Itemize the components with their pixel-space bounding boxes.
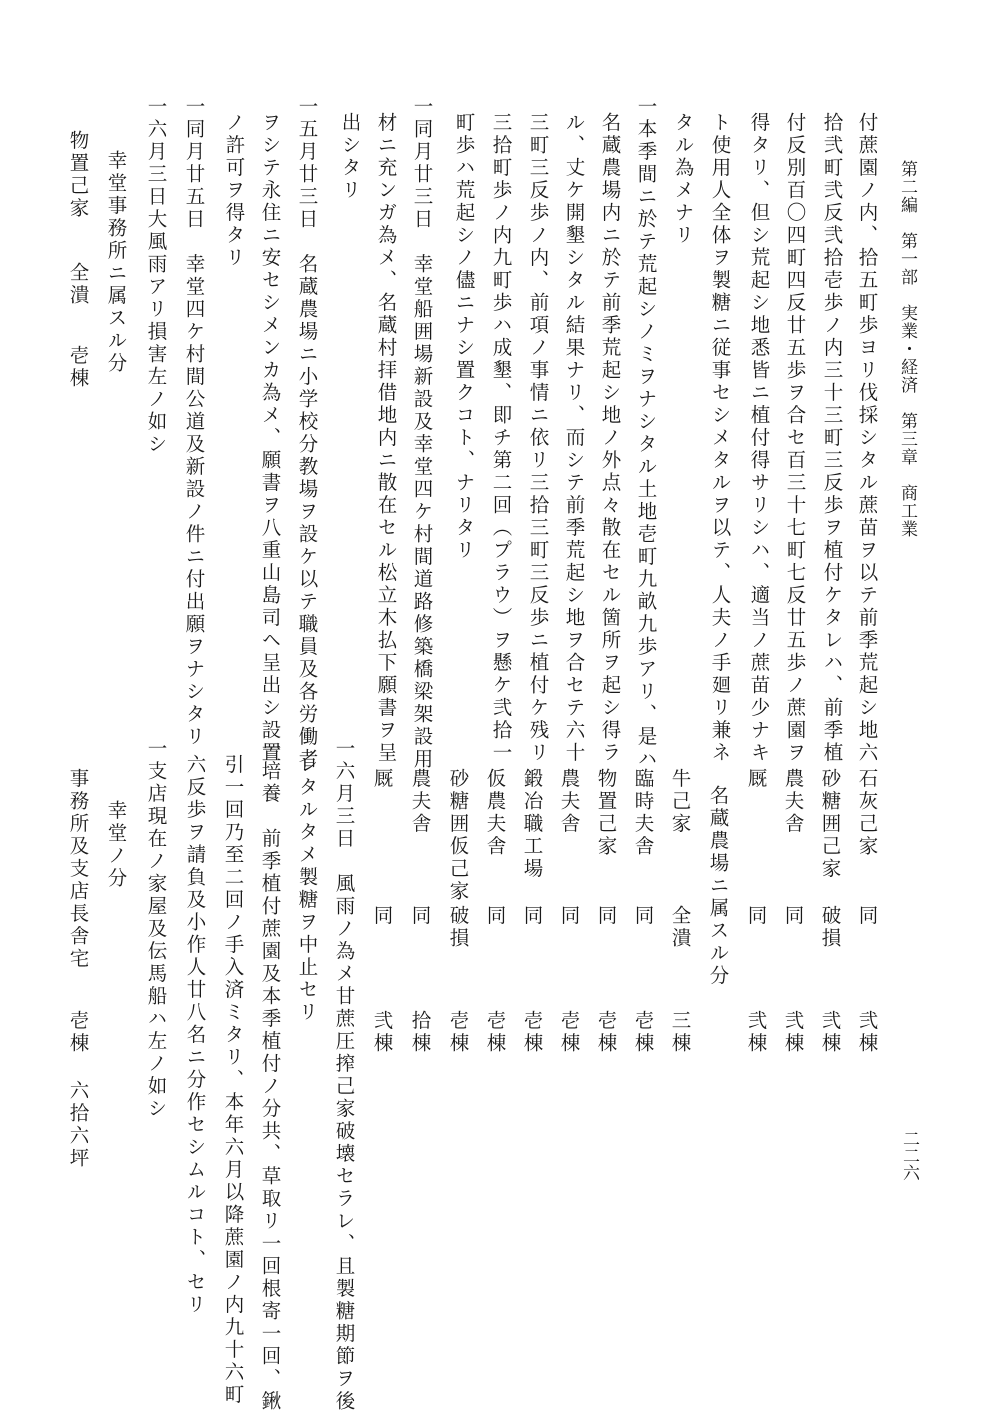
table-cell-name: 農夫舎 [781,768,805,836]
table-cell-count: 弐棟 [781,1010,805,1055]
text-column: 拾弐町弐反弐拾壱歩ノ内三十三町三反歩ヲ植付ケタレハ、前季植 [820,112,844,765]
text-column: 付蔗園ノ内、拾五町歩ヨリ伐採シタル蔗苗ヲ以テ前季荒起シ地六 [855,112,879,765]
table-cell-status: 同 [631,905,655,928]
table-cell-count: 弐棟 [818,1010,842,1055]
table-cell-status: 同 [370,905,394,928]
table-cell-count: 弐棟 [855,1010,879,1055]
table-cell-name: 厩 [370,768,394,791]
table-cell-name: 物置己家 [66,130,90,220]
text-column: 一同月廿三日 幸堂船囲場新設及幸堂四ケ村間道路修築橋梁架設用 [410,96,434,771]
table-cell-name: 農夫舎 [408,768,432,836]
table-cell-name: 事務所及支店長舎宅 [66,768,90,971]
table-cell-name: 仮農夫舎 [483,768,507,858]
text-column: タル為メナリ [671,112,695,247]
table-cell-count: 弐棟 [370,1010,394,1055]
text-column: レタルタメ製糖ヲ中止セリ [295,754,319,1024]
text-column: 六反歩ヲ請負及小作人廿八名ニ分作セシムルコト、セリ [183,754,207,1317]
table-cell-name: 砂糖囲己家 [818,768,842,881]
table-cell-count: 壱棟 [631,1010,655,1055]
text-column: ト使用人全体ヲ製糖ニ従事セシメタルヲ以テ、人夫ノ手廻リ兼ネ [708,112,732,765]
table-cell-status: 同 [408,905,432,928]
text-column: 材ニ充ンガ為メ、名蔵村拝借地内ニ散在セル松立木払下願書ヲ呈 [374,112,398,765]
text-column: 一六月三日大風雨アリ損害左ノ如シ [144,96,168,456]
table-cell-status: 全潰 [668,905,692,950]
text-column: 一五月廿三日 名蔵農場ニ小学校分教場ヲ設ケ以テ職員及各労働者 [295,96,319,771]
table-cell-count: 壱棟 [520,1010,544,1055]
table-cell-status: 破損 [446,905,470,950]
table-cell-status: 同 [594,905,618,928]
table-cell-status: 破損 [818,905,842,950]
section-heading: 幸堂事務所ニ属スル分 [104,150,128,375]
page-number: 二二六 [899,1130,919,1181]
table-cell-count: 壱棟 [66,345,90,390]
text-column: ヲシテ永住ニ安セシメンカ為メ、願書ヲ八重山島司ヘ呈出シ設置 [258,112,282,765]
text-column: 出シタリ [338,112,362,202]
table-cell-name: 牛己家 [668,768,692,836]
text-column: 三町三反歩ノ内、前項ノ事情ニ依リ三拾三町三反歩ニ植付ケ残リ [526,112,550,765]
running-header: 第二編 第一部 実業・経済 第三章 商工業 [897,160,917,538]
table-cell-name: 臨時夫舎 [631,768,655,858]
text-column: 得タリ、但シ荒起シ地悉皆ニ植付得サリシハ、適当ノ蔗苗少ナキ [747,112,771,765]
table-cell-name: 物置己家 [594,768,618,858]
table-cell-count: 壱棟 [483,1010,507,1055]
text-column: ノ許可ヲ得タリ [222,112,246,270]
table-cell-name: 砂糖囲仮己家 [446,768,470,903]
text-column: ル、丈ケ開墾シタル結果ナリ、而シテ前季荒起シ地ヲ合セテ六十 [562,112,586,765]
table-cell-status: 同 [520,905,544,928]
table-cell-count: 壱棟 [594,1010,618,1055]
text-column: 一同月廿五日 幸堂四ケ村間公道及新設ノ件ニ付出願ヲナシタリ [182,96,206,749]
table-cell-count: 弐棟 [744,1010,768,1055]
table-cell-name: 農夫舎 [557,768,581,836]
table-cell-status: 同 [744,905,768,928]
table-cell-count: 拾棟 [408,1010,432,1055]
table-cell-status: 同 [855,905,879,928]
table-cell-status: 同 [483,905,507,928]
text-column: 引一回乃至二回ノ手入済ミタリ、本年六月以降蔗園ノ内九十六町 [221,754,245,1407]
table-cell-area: 六拾六坪 [66,1080,90,1170]
section-heading: 幸堂ノ分 [104,800,128,890]
text-column: 三拾町歩ノ内九町歩ハ成墾、即チ第二回（プラウ）ヲ懸ケ弐拾一 [489,112,513,765]
text-column: 名蔵農場内ニ於テ前季荒起シ地ノ外点々散在セル箇所ヲ起シ得ラ [598,112,622,765]
table-cell-count: 壱棟 [446,1010,470,1055]
table-cell-count: 壱棟 [557,1010,581,1055]
table-cell-name: 石灰己家 [855,768,879,858]
text-column: 町歩ハ荒起シノ儘ニナシ置クコト、ナリタリ [452,112,476,562]
table-cell-status: 同 [557,905,581,928]
table-cell-name: 鍛冶職工場 [520,768,544,881]
table-cell-count: 壱棟 [66,1010,90,1055]
table-cell-name: 厩 [744,768,768,791]
text-column: 付反別百〇四町四反廿五歩ヲ合セ百三十七町七反廿五歩ノ蔗園ヲ [783,112,807,765]
text-column: 一培養 前季植付蔗園及本季植付ノ分共、草取リ一回根寄一回、鍬 [258,738,282,1413]
table-cell-status: 同 [781,905,805,928]
text-column: 一支店現在ノ家屋及伝馬船ハ左ノ如シ [144,738,168,1121]
text-column: 一六月三日 風雨ノ為メ甘蔗圧搾己家破壊セラレ、且製糖期節ヲ後 [332,738,356,1413]
text-column: 一本季間ニ於テ荒起シノミヲナシタル土地壱町九畝九歩アリ、是ハ [634,96,658,771]
table-cell-count: 三棟 [668,1010,692,1055]
table-cell-status: 全潰 [66,262,90,307]
section-heading: 名蔵農場ニ属スル分 [706,785,730,988]
